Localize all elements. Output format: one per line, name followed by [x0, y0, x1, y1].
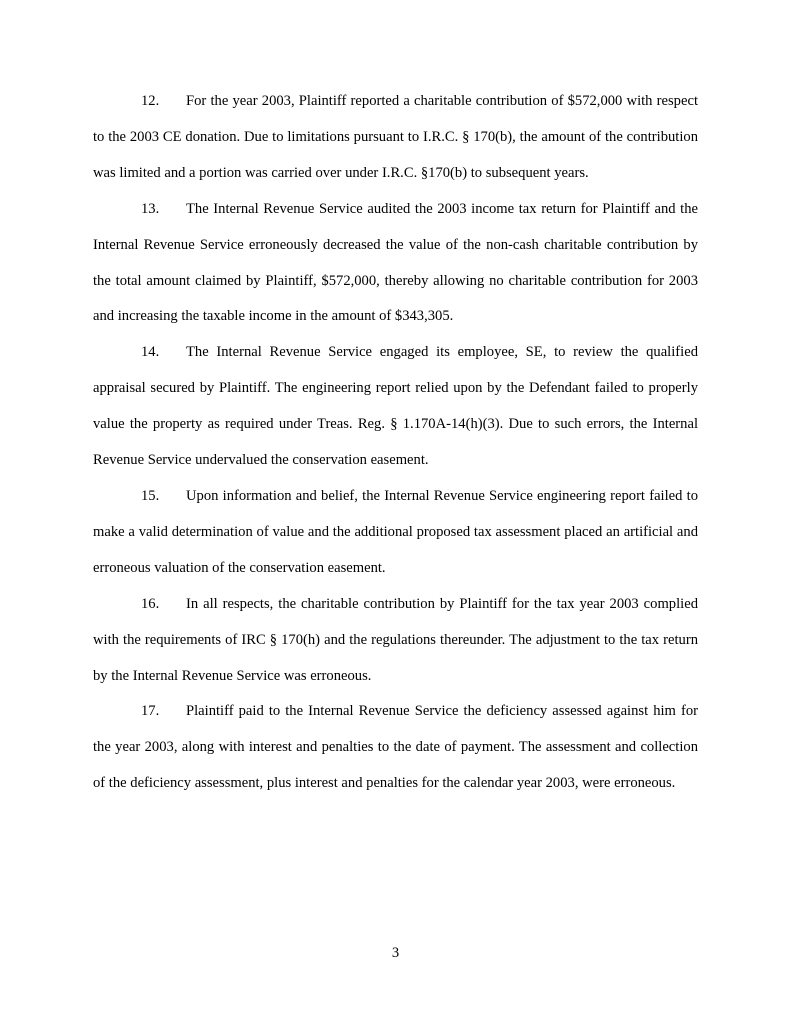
paragraph-text: The Internal Revenue Service audited the 2003 income tax return for Plaintiff and the Internal Revenue Service erroneously decreased the value of the non-cash charitable contribution by the total amount claimed by Plaintiff, $572,000, thereby allowing no charitable contribution for 2003 and increasing the taxable income in the amount of $343,305. [93, 200, 698, 325]
page-number: 3 [391, 945, 400, 961]
paragraph-number: 12. [141, 93, 160, 109]
paragraph-text: Plaintiff paid to the Internal Revenue Service the deficiency assessed against him for the year 2003, along with interest and penalties to the date of payment. The assessment and collection of the deficiency assessment, plus interest and penalties for the calendar year 2003, were erroneous. [93, 703, 698, 792]
paragraph-number: 16. [141, 595, 160, 612]
paragraph-number: 17. [141, 703, 160, 720]
paragraph-12 [93, 84, 698, 192]
paragraph-15 [93, 479, 698, 587]
paragraph-13 [93, 192, 698, 336]
paragraph-text: The Internal Revenue Service engaged its employee, SE, to review the qualified appraisal secured by Plaintiff. The engineering report relied upon by the Defendant failed to properly value the property as required under Treas. Reg. § 1.170A-14(h)(3). Due to such errors, the Internal Revenue Service undervalued the conservation easement. [93, 344, 698, 469]
paragraph-17 [93, 694, 698, 802]
paragraph-16 [93, 587, 698, 695]
paragraph-text: In all respects, the charitable contribution by Plaintiff for the tax year 2003 complied with the requirements of IRC § 170(h) and the regulations thereunder. The adjustment to the tax return by the Internal Revenue Service was erroneous. [93, 595, 698, 684]
paragraph-number: 13. [141, 200, 160, 217]
paragraph-text: For the year 2003, Plaintiff reported a charitable contribution of $572,000 with respect to the 2003 CE donation. Due to limitations pursuant to I.R.C. § 170(b), the amount of the contribution was limited and a portion was carried over under I.R.C. §170(b) to subsequent years. [93, 93, 698, 181]
paragraph-14 [93, 335, 698, 479]
paragraph-number: 14. [141, 344, 160, 361]
paragraph-number: 15. [141, 487, 160, 504]
paragraph-text: Upon information and belief, the Internal Revenue Service engineering report failed to make a valid determination of value and the additional proposed tax assessment placed an artificial and erroneous valuation of the conservation easement. [93, 487, 698, 576]
document-body [93, 84, 698, 802]
